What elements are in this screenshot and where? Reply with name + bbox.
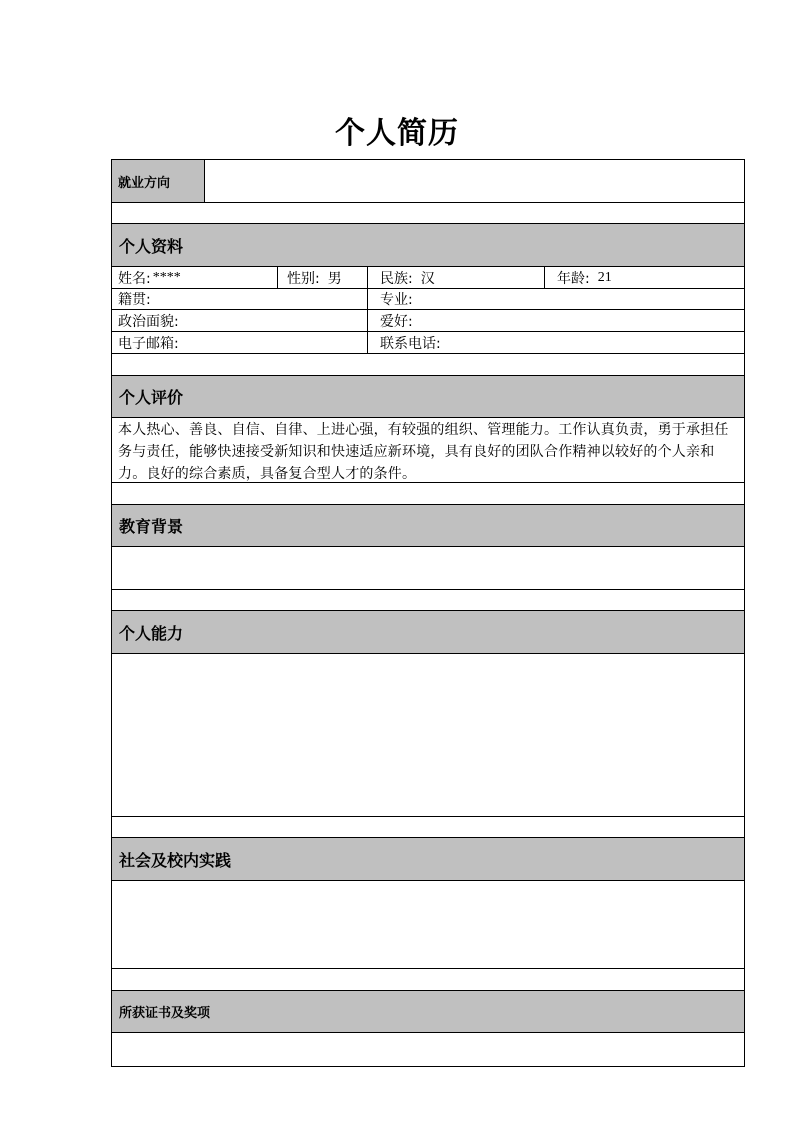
resume-table	[111, 159, 745, 1067]
resume-title: 个人简历	[335, 116, 459, 151]
age-cell	[545, 267, 744, 288]
name-cell	[112, 267, 278, 288]
name-value: ****	[152, 269, 181, 285]
abilities-content[interactable]	[112, 654, 744, 817]
phone-cell: 联系电话:	[380, 335, 441, 352]
personal-info-row-1	[112, 267, 744, 289]
spacer-row	[112, 817, 744, 838]
section-header-abilities: 个人能力	[112, 611, 744, 654]
age-label: 年龄:	[557, 270, 590, 287]
evaluation-text: 本人热心、善良、自信、自律、上进心强，有较强的组织、管理能力。工作认真负责，勇于承担任务与责任，能够快速接受新知识和快速适应新环境，具有良好的团队合作精神以较好的个人亲和力。良好的综合素质，具备复合型人才的条件。	[112, 418, 744, 483]
spacer-row	[112, 483, 744, 505]
spacer-row	[112, 969, 744, 991]
hometown-cell: 籍贯:	[112, 289, 368, 309]
section-header-personal-info: 个人资料	[112, 224, 744, 267]
hobby-cell: 爱好:	[380, 313, 413, 330]
major-cell: 专业:	[380, 292, 413, 308]
gender-label: 性别:	[287, 270, 320, 287]
section-header-awards: 所获证书及奖项	[112, 991, 744, 1033]
section-header-education: 教育背景	[112, 505, 744, 547]
name-label: 姓名:	[118, 270, 151, 287]
career-value[interactable]	[205, 160, 744, 202]
personal-info-row-4	[112, 332, 744, 354]
practice-content[interactable]	[112, 881, 744, 969]
career-row	[112, 160, 744, 203]
age-value: 21	[597, 269, 612, 285]
email-cell: 电子邮箱:	[112, 332, 368, 353]
spacer-row	[112, 354, 744, 376]
spacer-row	[112, 590, 744, 611]
gender-value: 男	[327, 270, 342, 287]
education-content[interactable]	[112, 547, 744, 590]
gender-cell	[278, 267, 368, 288]
political-status-cell: 政治面貌:	[112, 310, 368, 331]
personal-info-row-2	[112, 289, 744, 310]
ethnicity-label: 民族:	[380, 270, 413, 287]
spacer-row	[112, 203, 744, 224]
personal-info-row-3	[112, 310, 744, 332]
section-header-evaluation: 个人评价	[112, 376, 744, 418]
ethnicity-value: 汉	[420, 270, 435, 287]
section-header-practice: 社会及校内实践	[112, 838, 744, 881]
awards-content[interactable]	[112, 1033, 744, 1066]
ethnicity-cell	[368, 267, 545, 288]
career-label: 就业方向	[112, 160, 205, 202]
